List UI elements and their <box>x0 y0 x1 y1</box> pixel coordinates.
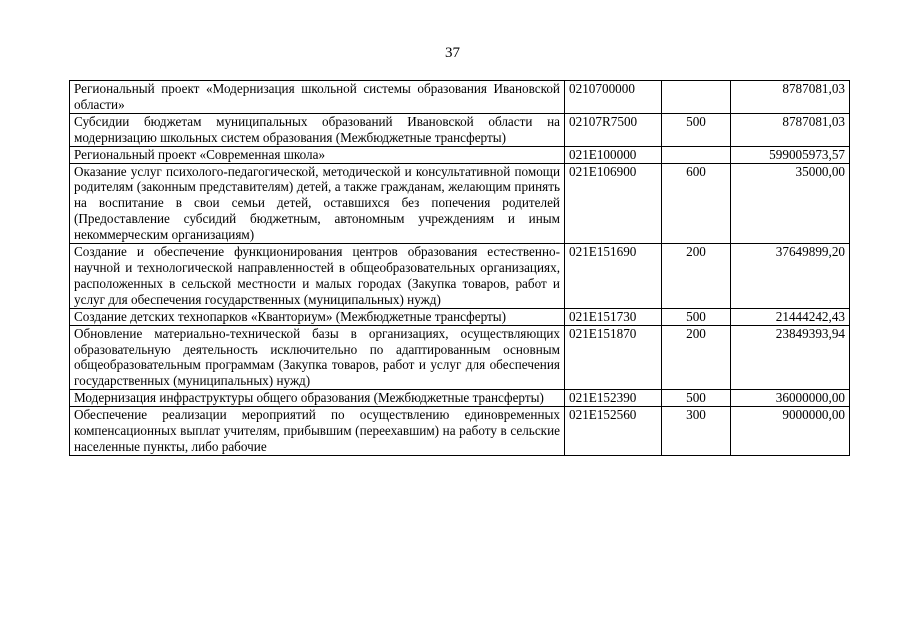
row-amount: 8787081,03 <box>731 113 850 146</box>
row-name: Обеспечение реализации мероприятий по осуществлению единовременных компенсационных выплат учителям, прибывшим (переехавшим) на работу в сельские населенные пункты, либо рабочие <box>70 407 565 456</box>
row-expense-type <box>662 146 731 163</box>
row-code: 021E151690 <box>565 244 662 309</box>
row-code: 02107R7500 <box>565 113 662 146</box>
row-amount: 36000000,00 <box>731 390 850 407</box>
row-code: 021E151730 <box>565 308 662 325</box>
table-row <box>70 325 850 390</box>
row-name: Региональный проект «Модернизация школьной системы образования Ивановской области» <box>70 81 565 114</box>
row-code: 021E152560 <box>565 407 662 456</box>
row-name: Оказание услуг психолого-педагогической, методической и консультативной помощи родителям (законным представителям) детей, а также гражданам, желающим принять на воспитание в свои семьи детей, оставшихся без попечения родителей (Предоставление субсидий бюджетным, автономным учреждениям и иным некоммерческим организациям) <box>70 163 565 244</box>
table-row <box>70 390 850 407</box>
page-number: 37 <box>445 45 460 61</box>
row-expense-type: 500 <box>662 308 731 325</box>
table-row <box>70 113 850 146</box>
row-amount: 599005973,57 <box>731 146 850 163</box>
table-row <box>70 146 850 163</box>
row-name: Субсидии бюджетам муниципальных образований Ивановской области на модернизацию школьных систем образования (Межбюджетные трансферты) <box>70 113 565 146</box>
row-expense-type: 500 <box>662 390 731 407</box>
row-code: 021E152390 <box>565 390 662 407</box>
row-name: Создание и обеспечение функционирования центров образования естественно-научной и технологической направленностей в общеобразовательных организациях, расположенных в сельской местности и малых городах (Закупка товаров, работ и услуг для обеспечения государственных (муниципальных) нужд) <box>70 244 565 309</box>
row-code: 021E100000 <box>565 146 662 163</box>
row-expense-type: 600 <box>662 163 731 244</box>
row-name: Модернизация инфраструктуры общего образования (Межбюджетные трансферты) <box>70 390 565 407</box>
row-code: 021E106900 <box>565 163 662 244</box>
budget-table <box>69 80 850 456</box>
row-expense-type: 500 <box>662 113 731 146</box>
row-amount: 35000,00 <box>731 163 850 244</box>
row-amount: 21444242,43 <box>731 308 850 325</box>
table-row <box>70 244 850 309</box>
row-amount: 23849393,94 <box>731 325 850 390</box>
row-code: 021E151870 <box>565 325 662 390</box>
row-name: Региональный проект «Современная школа» <box>70 146 565 163</box>
row-name: Обновление материально-технической базы в организациях, осуществляющих образовательную деятельность исключительно по адаптированным основным общеобразовательным программам (Закупка товаров, работ и услуг для обеспечения государственных (муниципальных) нужд) <box>70 325 565 390</box>
row-amount: 8787081,03 <box>731 81 850 114</box>
row-expense-type: 300 <box>662 407 731 456</box>
row-name: Создание детских технопарков «Кванториум» (Межбюджетные трансферты) <box>70 308 565 325</box>
table-row <box>70 308 850 325</box>
row-amount: 37649899,20 <box>731 244 850 309</box>
row-expense-type <box>662 81 731 114</box>
row-expense-type: 200 <box>662 244 731 309</box>
table-row <box>70 407 850 456</box>
row-expense-type: 200 <box>662 325 731 390</box>
row-code: 0210700000 <box>565 81 662 114</box>
row-amount: 9000000,00 <box>731 407 850 456</box>
table-row <box>70 81 850 114</box>
table-row <box>70 163 850 244</box>
